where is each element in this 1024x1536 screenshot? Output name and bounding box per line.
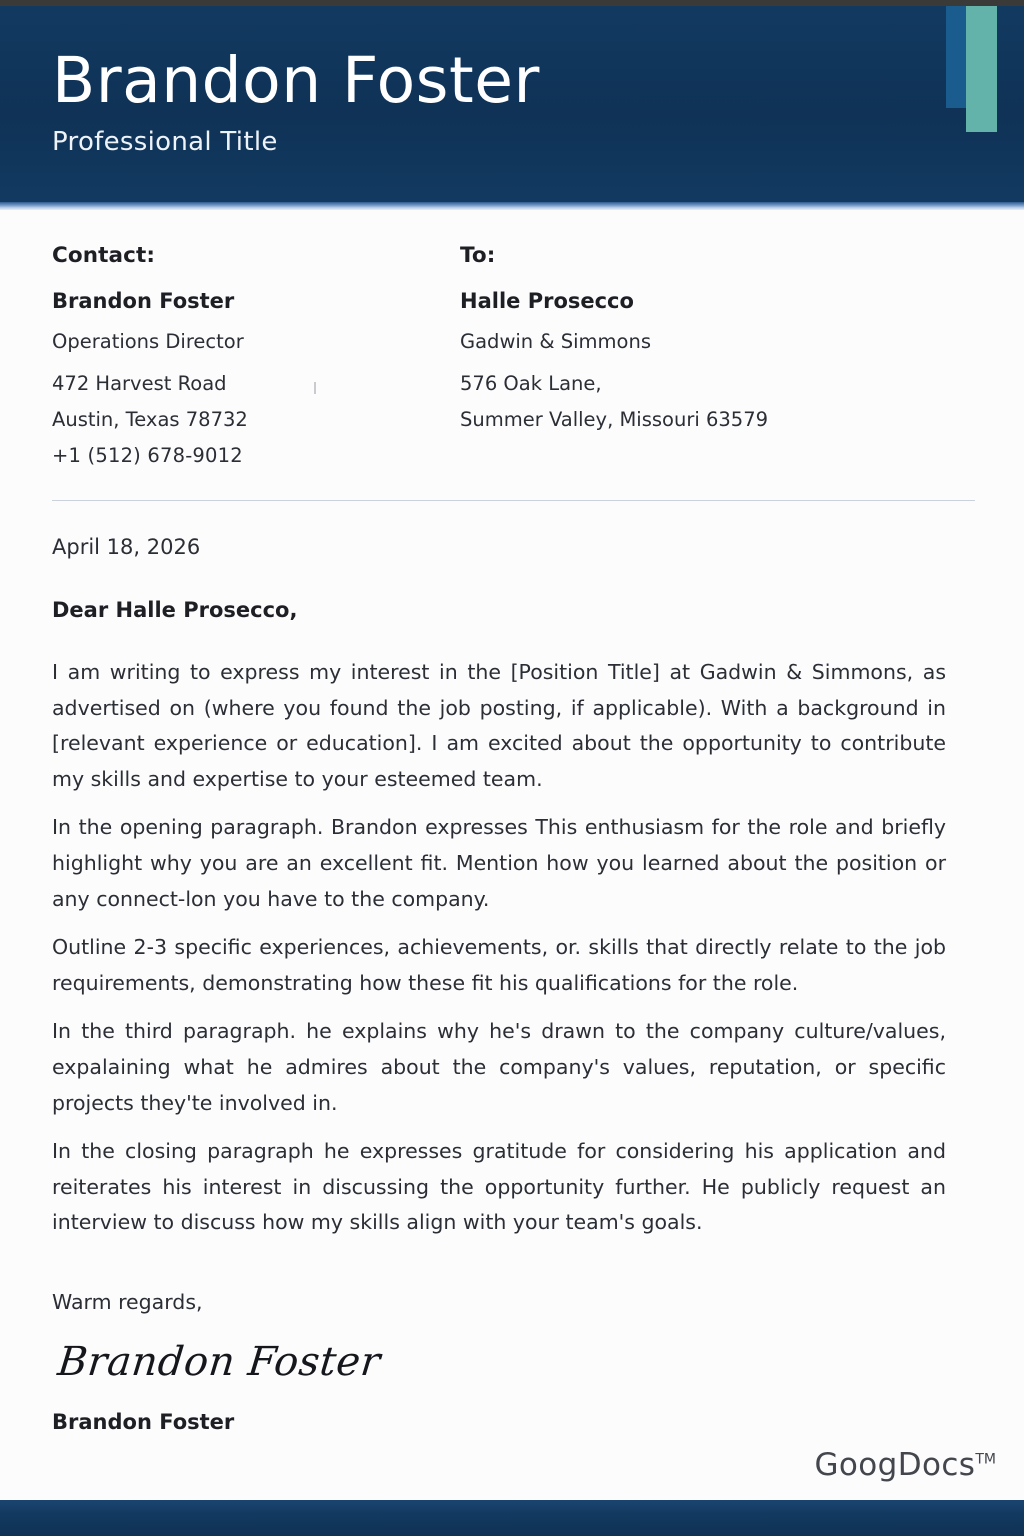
sender-name: Brandon Foster [52, 289, 235, 313]
letter-salutation: Dear Halle Prosecco, [52, 598, 298, 622]
decorative-bar-teal [966, 6, 997, 132]
letter-paragraph: I am writing to express my interest in the [Position Title] at Gadwin & Simmons, as advertised on (where you found the job posting, if applicable). With a background in [relevant experience or education]. I am excited about the opportunity to contribute my skills and expertise to your esteemed team. [52, 660, 946, 791]
brand-watermark-text: GoogDocs [814, 1447, 976, 1483]
section-divider [52, 500, 975, 501]
header-accent-line [0, 202, 1024, 210]
document-header-banner [0, 6, 1024, 202]
recipient-name: Halle Prosecco [460, 289, 634, 313]
recipient-heading: To: [460, 243, 496, 268]
letter-body [52, 532, 976, 1437]
recipient-street: 576 Oak Lane, [460, 372, 602, 395]
letter-date: April 18, 2026 [52, 535, 201, 559]
letter-paragraph: In the opening paragraph. Brandon expresses This enthusiasm for the role and briefly highlight why you are an excellent fit. Mention how you learned about the position or any connect-lon you have to the company. [52, 815, 946, 911]
recipient-company: Gadwin & Simmons [460, 330, 652, 353]
trademark-mark: TM [975, 1451, 996, 1468]
signature-printed-name: Brandon Foster [52, 1409, 235, 1434]
sender-contact-column [52, 243, 460, 474]
brand-watermark [814, 1447, 996, 1483]
sender-role: Operations Director [52, 330, 244, 353]
letter-paragraph: In the closing paragraph he expresses gratitude for considering his application and reiterates his interest in discussing the opportunity further. He publicly request an interview to discuss how my skills align with your team's goals. [52, 1139, 946, 1235]
header-text-group [52, 44, 540, 159]
decorative-bar-dark [946, 6, 968, 108]
page-title: Brandon Foster [52, 44, 540, 117]
header-subtitle: Professional Title [52, 127, 278, 157]
letter-paragraph: In the third paragraph. he explains why he's drawn to the company culture/values, expalaining what he admires about the company's values, reputation, or specific projects they'te involved in. [52, 1019, 946, 1115]
recipient-column [460, 243, 976, 474]
address-block [52, 243, 976, 474]
signature-script: Brandon Foster [55, 1338, 383, 1385]
letter-paragraph: Outline 2-3 specific experiences, achievements, or. skills that directly relate to the job requirements, demonstrating how these fit his qualifications for the role. [52, 935, 946, 995]
sender-phone: +1 (512) 678-9012 [52, 444, 243, 467]
recipient-city-state-zip: Summer Valley, Missouri 63579 [460, 408, 769, 431]
contact-heading: Contact: [52, 243, 156, 268]
sender-street: 472 Harvest Road [52, 372, 227, 395]
sender-city-state-zip: Austin, Texas 78732 [52, 408, 248, 431]
letter-closing: Warm regards, [52, 1289, 203, 1314]
scan-artifact-mark [314, 382, 316, 394]
footer-bar [0, 1500, 1024, 1536]
